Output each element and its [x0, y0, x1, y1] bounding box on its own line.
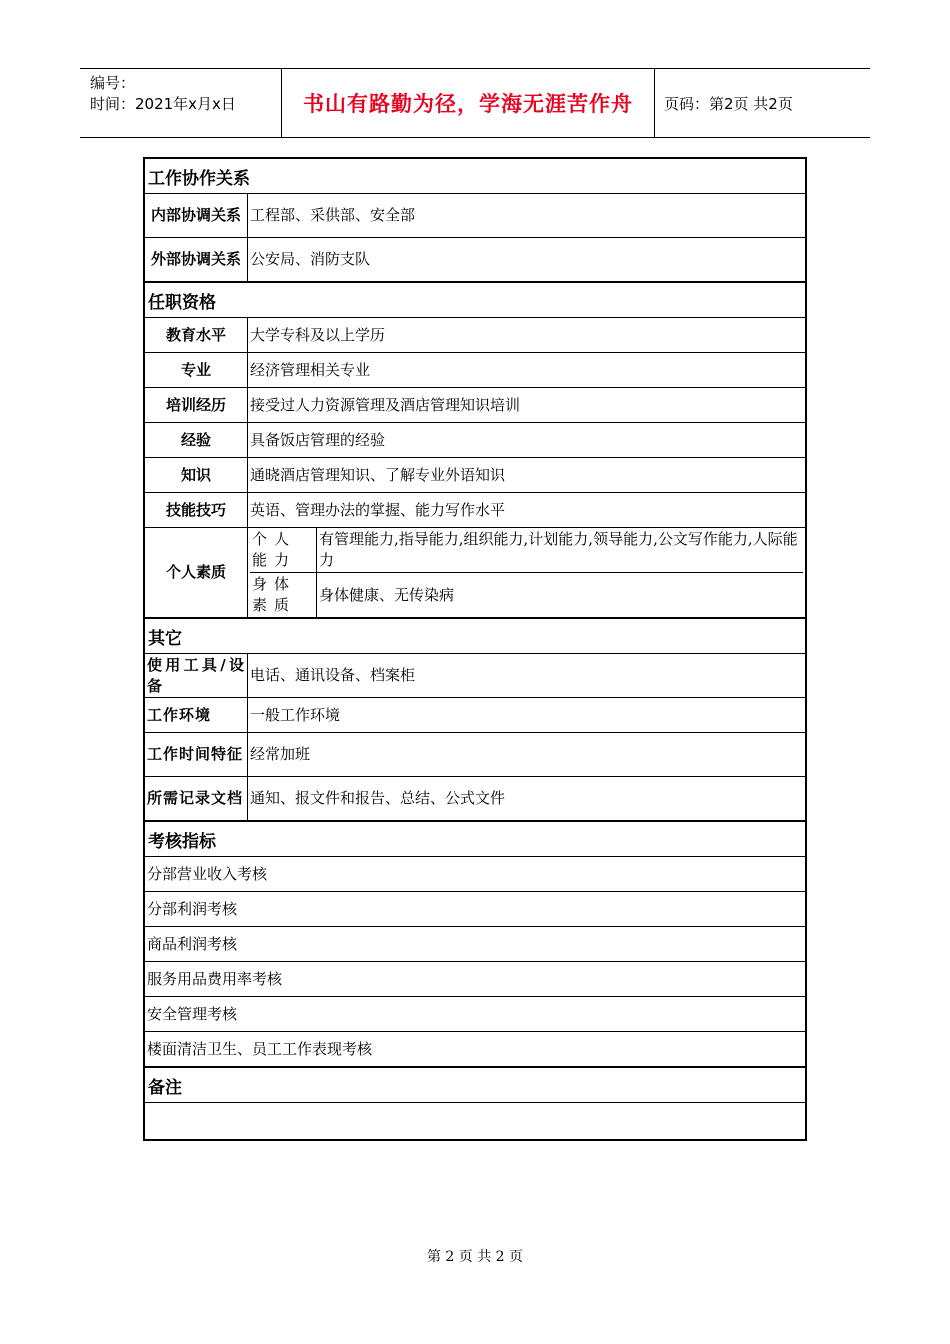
skills-value: 英语、管理办法的掌握、能力写作水平: [248, 493, 807, 528]
table-row: [144, 493, 806, 528]
section-title: 考核指标: [144, 821, 806, 857]
training-value: 接受过人力资源管理及酒店管理知识培训: [248, 388, 807, 423]
header-page-info: 页码：第2页 共2页: [664, 94, 793, 113]
table-row: [144, 777, 806, 822]
personal-quality-label: 个人素质: [144, 528, 248, 619]
major-label: 专业: [144, 353, 248, 388]
physical-quality-label: 身体素质: [250, 573, 317, 618]
table-row: [144, 1103, 806, 1141]
table-row: [250, 573, 803, 618]
education-label: 教育水平: [144, 318, 248, 353]
page-header: [80, 68, 870, 138]
header-meta: [90, 73, 236, 115]
tools-label: 使用工具/设备: [144, 654, 248, 698]
training-label: 培训经历: [144, 388, 248, 423]
section-title: 其它: [144, 618, 806, 654]
header-motto: 书山有路勤为径，学海无涯苦作舟: [303, 92, 633, 116]
section-title: 工作协作关系: [144, 158, 806, 194]
external-coordination-value: 公安局、消防支队: [248, 238, 807, 283]
personal-quality-table: [250, 528, 803, 617]
assessment-item: 安全管理考核: [144, 997, 806, 1032]
section-qualification: [144, 282, 806, 318]
page-footer: 第 2 页 共 2 页: [426, 1249, 524, 1265]
table-row: [144, 458, 806, 493]
section-other: [144, 618, 806, 654]
experience-label: 经验: [144, 423, 248, 458]
experience-value: 具备饭店管理的经验: [248, 423, 807, 458]
job-description-table: [143, 157, 807, 1141]
document-number: 编号：: [90, 74, 136, 92]
table-row: [144, 353, 806, 388]
physical-quality-value: 身体健康、无传染病: [317, 573, 804, 618]
table-row: [144, 892, 806, 927]
table-row: [144, 528, 806, 619]
table-row: [144, 733, 806, 777]
external-coordination-label: 外部协调关系: [144, 238, 248, 283]
knowledge-value: 通晓酒店管理知识、了解专业外语知识: [248, 458, 807, 493]
section-cooperation: [144, 158, 806, 194]
table-row: [144, 927, 806, 962]
records-value: 通知、报文件和报告、总结、公式文件: [248, 777, 807, 822]
table-row: [144, 388, 806, 423]
work-time-value: 经常加班: [248, 733, 807, 777]
assessment-item: 楼面清洁卫生、员工工作表现考核: [144, 1032, 806, 1068]
table-row: [144, 318, 806, 353]
work-environment-value: 一般工作环境: [248, 698, 807, 733]
personal-ability-value: 有管理能力,指导能力,组织能力,计划能力,领导能力,公文写作能力,人际能力: [319, 530, 798, 569]
work-environment-label: 工作环境: [144, 698, 248, 733]
table-row: [144, 194, 806, 238]
records-label: 所需记录文档: [144, 777, 248, 822]
table-row: [250, 528, 803, 573]
personal-ability-label: 个人能力: [250, 528, 317, 573]
table-row: [144, 654, 806, 698]
section-remarks: [144, 1067, 806, 1103]
knowledge-label: 知识: [144, 458, 248, 493]
internal-coordination-value: 工程部、采供部、安全部: [248, 194, 807, 238]
table-row: [144, 997, 806, 1032]
assessment-item: 商品利润考核: [144, 927, 806, 962]
section-assessment: [144, 821, 806, 857]
table-row: [144, 1032, 806, 1068]
section-title: 任职资格: [144, 282, 806, 318]
table-row: [144, 962, 806, 997]
work-time-label: 工作时间特征: [144, 733, 248, 777]
table-row: [144, 698, 806, 733]
table-row: [144, 423, 806, 458]
assessment-item: 分部利润考核: [144, 892, 806, 927]
education-value: 大学专科及以上学历: [248, 318, 807, 353]
table-row: [144, 857, 806, 892]
internal-coordination-label: 内部协调关系: [144, 194, 248, 238]
section-title: 备注: [144, 1067, 806, 1103]
remarks-content: [144, 1103, 806, 1141]
header-divider: [654, 69, 655, 137]
assessment-item: 分部营业收入考核: [144, 857, 806, 892]
major-value: 经济管理相关专业: [248, 353, 807, 388]
document-date: 时间：2021年x月x日: [90, 95, 236, 113]
skills-label: 技能技巧: [144, 493, 248, 528]
tools-value: 电话、通讯设备、档案柜: [248, 654, 807, 698]
assessment-item: 服务用品费用率考核: [144, 962, 806, 997]
personal-quality-cell: [248, 528, 807, 619]
table-row: [144, 238, 806, 283]
